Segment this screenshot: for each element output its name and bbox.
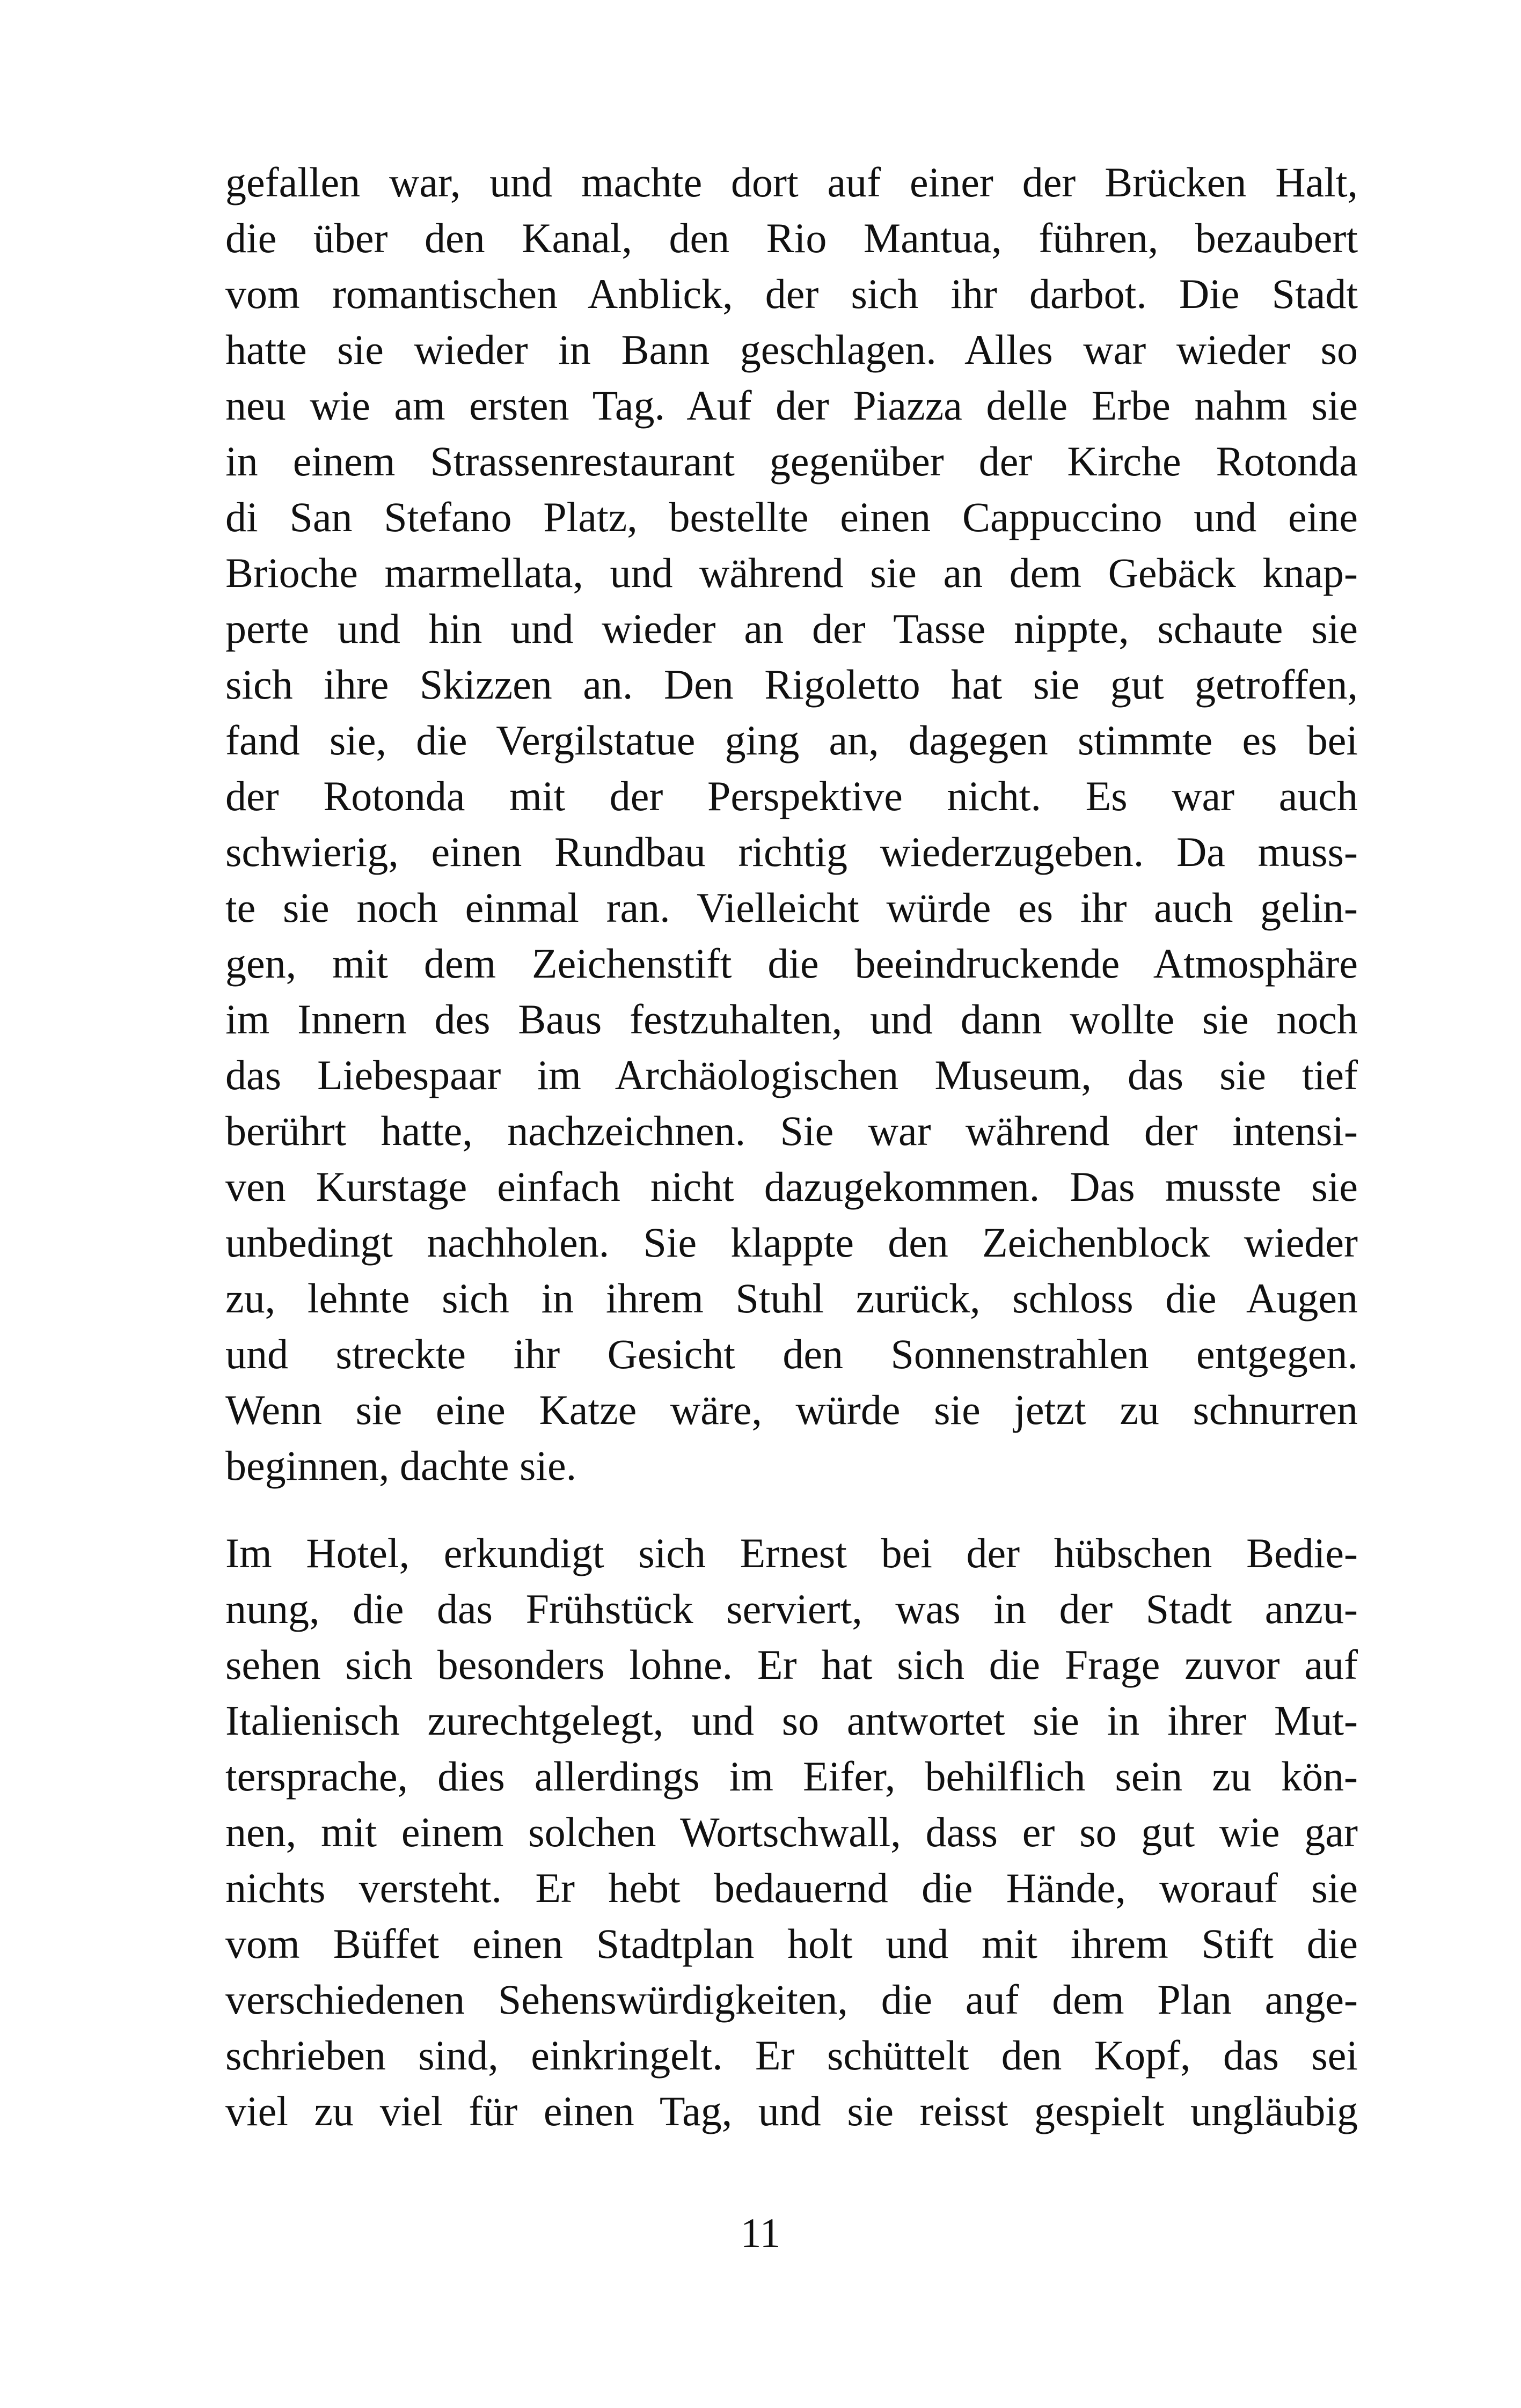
text-line: das Liebespaar im Archäologischen Museum, das sie tief bbox=[225, 1052, 1358, 1098]
text-line: nichts versteht. Er hebt bedauernd die Hände, worauf sie bbox=[225, 1864, 1358, 1911]
text-line: ven Kurstage einfach nicht dazugekommen. Das musste sie bbox=[225, 1163, 1358, 1210]
text-line: Italienisch zurechtgelegt, und so antwortet sie in ihrer Mut- bbox=[225, 1697, 1358, 1744]
text-line: sehen sich besonders lohne. Er hat sich die Frage zuvor auf bbox=[225, 1641, 1358, 1688]
text-line: und streckte ihr Gesicht den Sonnenstrahlen entgegen. bbox=[225, 1331, 1358, 1377]
text-line: Im Hotel, erkundigt sich Ernest bei der hübschen Bedie- bbox=[225, 1530, 1358, 1576]
text-line: vom romantischen Anblick, der sich ihr darbot. Die Stadt bbox=[225, 270, 1358, 317]
text-line: beginnen, dachte sie. bbox=[225, 1442, 577, 1489]
paragraph-1 bbox=[225, 155, 1358, 1494]
text-line: vom Büffet einen Stadtplan holt und mit ihrem Stift die bbox=[225, 1920, 1358, 1967]
text-line: gefallen war, und machte dort auf einer der Brücken Halt, bbox=[225, 159, 1358, 205]
text-line: Wenn sie eine Katze wäre, würde sie jetzt zu schnurren bbox=[225, 1386, 1358, 1433]
text-line: schrieben sind, einkringelt. Er schüttelt den Kopf, das sei bbox=[225, 2032, 1358, 2079]
text-line: zu, lehnte sich in ihrem Stuhl zurück, schloss die Augen bbox=[225, 1275, 1358, 1322]
text-line: verschiedenen Sehenswürdigkeiten, die auf dem Plan ange- bbox=[225, 1976, 1358, 2023]
paragraph-2 bbox=[225, 1525, 1358, 2139]
text-line: schwierig, einen Rundbau richtig wiederzugeben. Da muss- bbox=[225, 828, 1358, 875]
text-line: die über den Kanal, den Rio Mantua, führen, bezaubert bbox=[225, 215, 1358, 261]
text-line: viel zu viel für einen Tag, und sie reisst gespielt ungläubig bbox=[225, 2088, 1358, 2134]
text-line: sich ihre Skizzen an. Den Rigoletto hat sie gut getroffen, bbox=[225, 661, 1358, 708]
text-line: der Rotonda mit der Perspektive nicht. Es war auch bbox=[225, 773, 1358, 819]
text-line: fand sie, die Vergilstatue ging an, dagegen stimmte es bei bbox=[225, 717, 1358, 763]
text-line: gen, mit dem Zeichenstift die beeindruckende Atmosphäre bbox=[225, 940, 1358, 987]
text-line: neu wie am ersten Tag. Auf der Piazza delle Erbe nahm sie bbox=[225, 382, 1358, 429]
text-line: in einem Strassenrestaurant gegenüber der Kirche Rotonda bbox=[225, 438, 1358, 484]
text-line: perte und hin und wieder an der Tasse nippte, schaute sie bbox=[225, 605, 1358, 652]
text-line: im Innern des Baus festzuhalten, und dann wollte sie noch bbox=[225, 996, 1358, 1043]
text-line: tersprache, dies allerdings im Eifer, behilflich sein zu kön- bbox=[225, 1753, 1358, 1800]
text-line: Brioche marmellata, und während sie an dem Gebäck knap- bbox=[225, 549, 1358, 596]
text-line: nung, die das Frühstück serviert, was in der Stadt anzu- bbox=[225, 1585, 1358, 1632]
page-number: 11 bbox=[740, 2209, 781, 2256]
text-line: di San Stefano Platz, bestellte einen Cappuccino und eine bbox=[225, 494, 1358, 540]
text-line: berührt hatte, nachzeichnen. Sie war während der intensi- bbox=[225, 1107, 1358, 1154]
text-line: nen, mit einem solchen Wortschwall, dass er so gut wie gar bbox=[225, 1809, 1358, 1855]
text-line: te sie noch einmal ran. Vielleicht würde es ihr auch gelin- bbox=[225, 884, 1358, 931]
text-line: unbedingt nachholen. Sie klappte den Zeichenblock wieder bbox=[225, 1219, 1358, 1266]
text-line: hatte sie wieder in Bann geschlagen. Alles war wieder so bbox=[225, 326, 1358, 373]
